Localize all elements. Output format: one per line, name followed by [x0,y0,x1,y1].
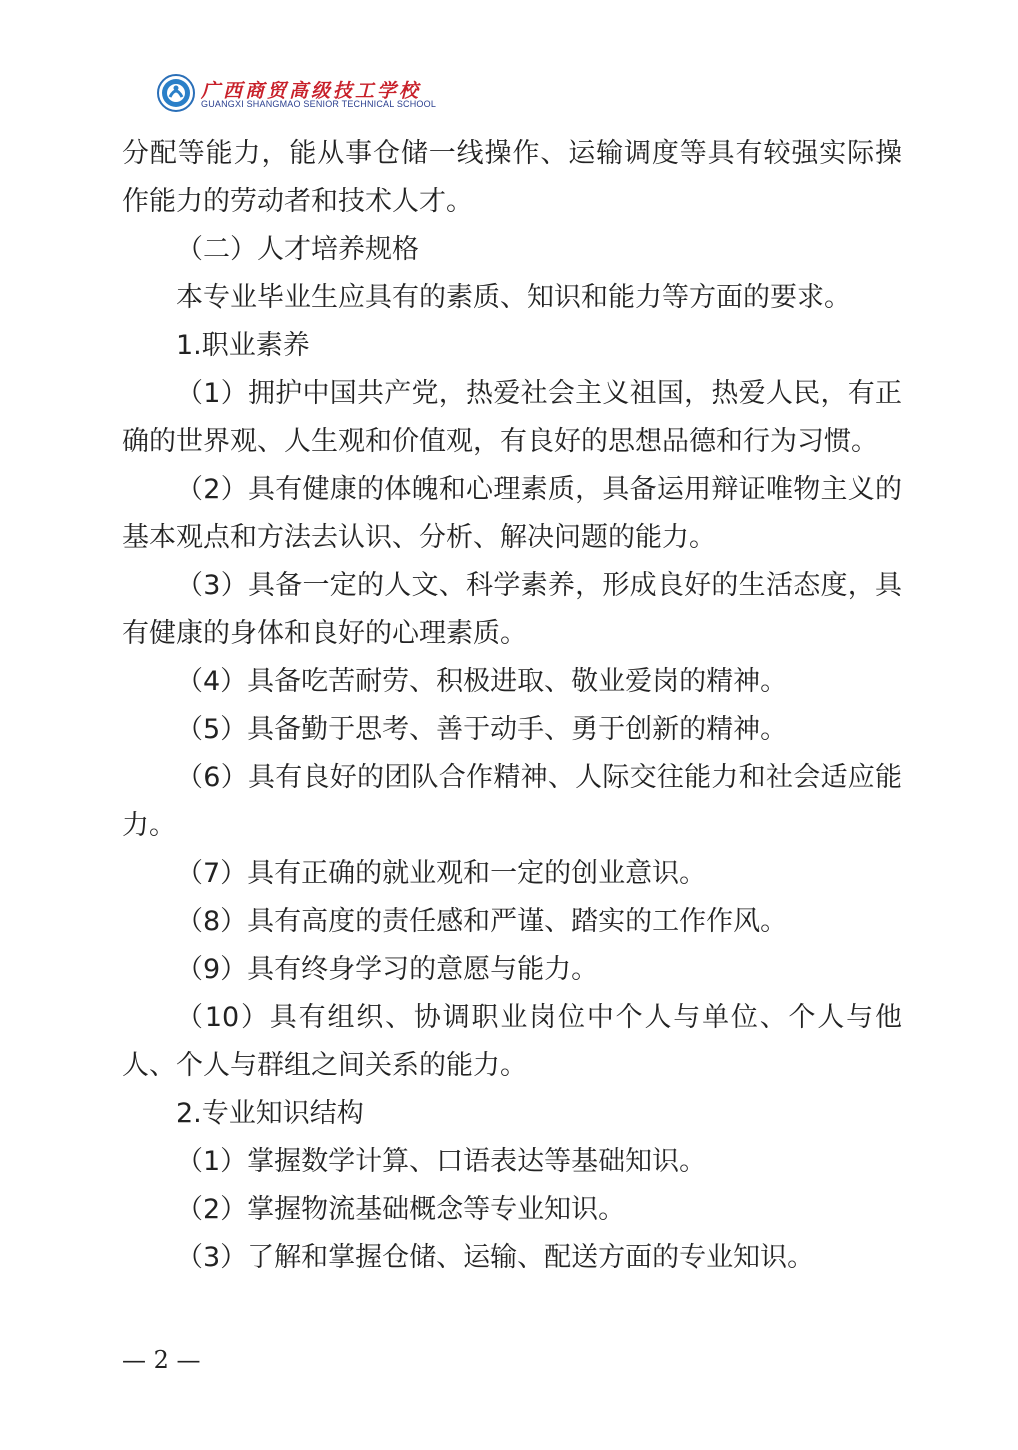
list-item: （4）具备吃苦耐劳、积极进取、敬业爱岗的精神。 [176,666,788,697]
school-name-en: GUANGXI SHANGMAO SENIOR TECHNICAL SCHOOL [201,99,437,109]
paragraph: 分配等能力，能从事仓储一线操作、运输调度等具有较强实际操作能力的劳动者和技术人才。 [122,138,902,217]
list-item: （8）具有高度的责任感和严谨、踏实的工作作风。 [176,906,788,937]
list-item: （1）拥护中国共产党，热爱社会主义祖国，热爱人民，有正确的世界观、人生观和价值观，有良好的思想品德和行为习惯。 [122,378,902,457]
list-item: （7）具有正确的就业观和一定的创业意识。 [176,858,707,889]
paragraph: 本专业毕业生应具有的素质、知识和能力等方面的要求。 [176,282,851,313]
list-item: （1）掌握数学计算、口语表达等基础知识。 [176,1146,707,1177]
list-item: （2）掌握物流基础概念等专业知识。 [176,1194,626,1225]
list-item: （10）具有组织、协调职业岗位中个人与单位、个人与他人、个人与群组之间关系的能力。 [122,1002,902,1081]
list-item: （9）具有终身学习的意愿与能力。 [176,954,599,985]
list-item: （5）具备勤于思考、善于动手、勇于创新的精神。 [176,714,788,745]
school-name-cn: 广西商贸高级技工学校 [201,80,422,102]
document-body [122,130,902,1282]
list-item: （3）具备一定的人文、科学素养，形成良好的生活态度，具有健康的身体和良好的心理素质。 [122,570,902,649]
page-number: — 2 — [122,1346,201,1374]
subsection-heading: 2.专业知识结构 [176,1098,364,1129]
section-heading: （二）人才培养规格 [176,234,419,265]
school-header [157,74,477,114]
school-logo-icon [157,74,195,112]
list-item: （6）具有良好的团队合作精神、人际交往能力和社会适应能力。 [122,762,902,841]
list-item: （2）具有健康的体魄和心理素质，具备运用辩证唯物主义的基本观点和方法去认识、分析、解决问题的能力。 [122,474,902,553]
list-item: （3）了解和掌握仓储、运输、配送方面的专业知识。 [176,1242,815,1273]
subsection-heading: 1.职业素养 [176,330,310,361]
